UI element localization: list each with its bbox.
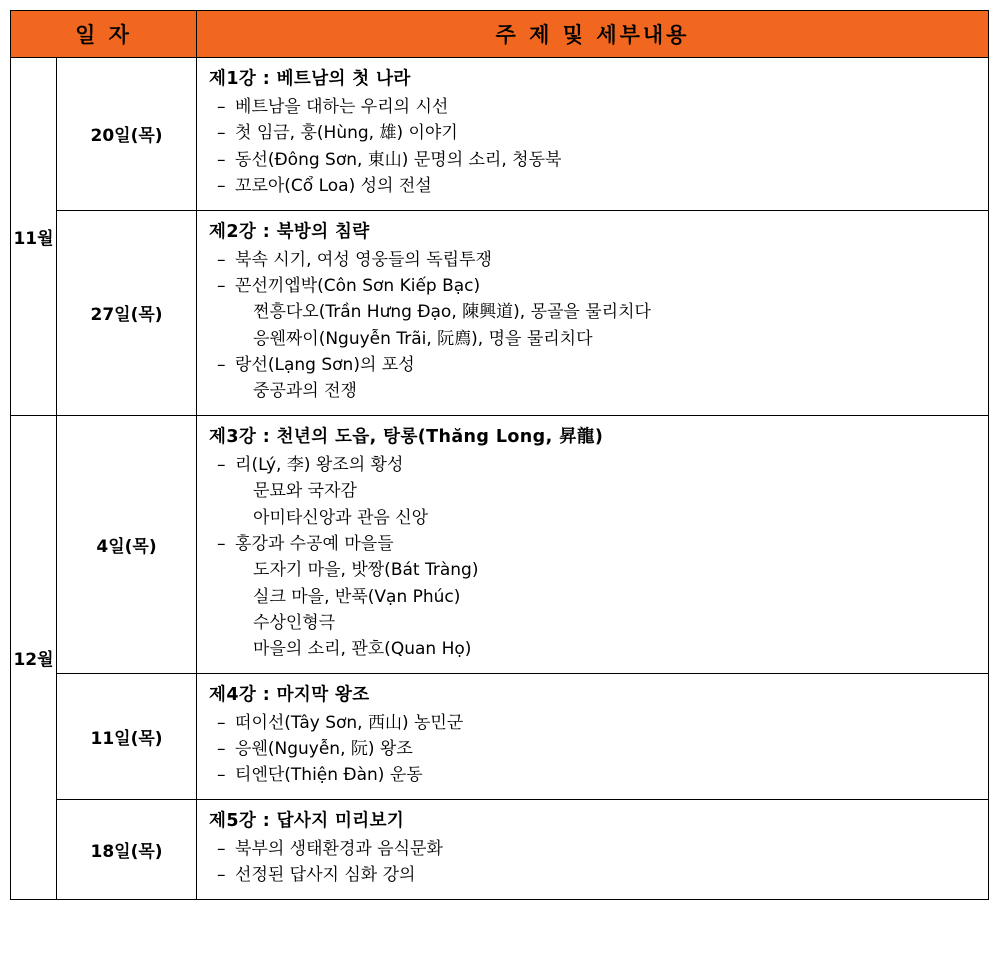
- lecture-content-cell: [197, 58, 989, 211]
- lecture-detail-item: – 랑선(Lạng Sơn)의 포성: [209, 352, 978, 378]
- month-cell: 12월: [11, 415, 57, 899]
- lecture-detail-item: 마을의 소리, 꽌호(Quan Họ): [253, 639, 472, 660]
- table-row: [11, 415, 989, 673]
- lecture-title: 제5강 : 답사지 미리보기: [209, 810, 405, 831]
- table-row: [11, 799, 989, 899]
- lecture-detail-list: [209, 452, 978, 663]
- lecture-detail-item: – 북속 시기, 여성 영웅들의 독립투쟁: [209, 247, 978, 273]
- lecture-content-cell: [197, 799, 989, 899]
- date-cell: 27일(목): [57, 210, 197, 415]
- lecture-detail-list: [209, 94, 978, 199]
- lecture-detail-item: – 선정된 답사지 심화 강의: [209, 862, 978, 888]
- lecture-content-cell: [197, 673, 989, 799]
- header-date: 일 자: [11, 11, 197, 58]
- header-topic: 주 제 및 세부내용: [197, 11, 989, 58]
- lecture-detail-list: [209, 836, 978, 889]
- lecture-content-cell: [197, 210, 989, 415]
- lecture-detail-item: 중공과의 전쟁: [253, 381, 357, 402]
- date-cell: 11일(목): [57, 673, 197, 799]
- lecture-detail-item: – 북부의 생태환경과 음식문화: [209, 836, 978, 862]
- lecture-detail-item: – 홍강과 수공예 마을들: [209, 531, 978, 557]
- lecture-detail-item: – 응웬(Nguyễn, 阮) 왕조: [209, 736, 978, 762]
- table-row: [11, 58, 989, 211]
- lecture-detail-item: 아미타신앙과 관음 신앙: [253, 507, 429, 528]
- lecture-detail-list: [209, 710, 978, 789]
- date-cell: 18일(목): [57, 799, 197, 899]
- lecture-title: 제3강 : 천년의 도읍, 탕롱(Thăng Long, 昇龍): [209, 426, 604, 447]
- lecture-content-cell: [197, 415, 989, 673]
- lecture-detail-item: 문묘와 국자감: [253, 481, 357, 502]
- lecture-detail-item: – 베트남을 대하는 우리의 시선: [209, 94, 978, 120]
- lecture-title: 제1강 : 베트남의 첫 나라: [209, 69, 411, 89]
- lecture-detail-item: – 첫 임금, 훙(Hùng, 雄) 이야기: [209, 120, 978, 146]
- lecture-detail-item: – 티엔단(Thiện Đàn) 운동: [209, 762, 978, 788]
- lecture-detail-item: – 떠이선(Tây Sơn, 西山) 농민군: [209, 710, 978, 736]
- lecture-title: 제4강 : 마지막 왕조: [209, 684, 370, 705]
- schedule-table: [10, 10, 989, 900]
- lecture-detail-list: [209, 247, 978, 405]
- lecture-detail-item: – 꼬로아(Cổ Loa) 성의 전설: [209, 173, 978, 199]
- lecture-detail-item: 수상인형극: [253, 612, 336, 633]
- lecture-title: 제2강 : 북방의 침략: [209, 221, 370, 242]
- date-cell: 20일(목): [57, 58, 197, 211]
- lecture-detail-item: 실크 마을, 반푹(Vạn Phúc): [253, 586, 461, 607]
- table-row: [11, 210, 989, 415]
- lecture-detail-item: – 동선(Đông Sơn, 東山) 문명의 소리, 청동북: [209, 147, 978, 173]
- lecture-detail-item: 도자기 마을, 밧짱(Bát Tràng): [253, 560, 479, 581]
- table-header-row: [11, 11, 989, 58]
- date-cell: 4일(목): [57, 415, 197, 673]
- lecture-detail-item: – 리(Lý, 李) 왕조의 황성: [209, 452, 978, 478]
- lecture-detail-item: – 꼰선끼엡박(Côn Sơn Kiếp Bạc): [209, 273, 978, 299]
- lecture-detail-item: 쩐흥다오(Trần Hưng Đạo, 陳興道), 몽골을 물리치다: [253, 302, 651, 323]
- table-row: [11, 673, 989, 799]
- month-cell: 11월: [11, 58, 57, 416]
- schedule-body: [11, 58, 989, 900]
- lecture-detail-item: 응웬짜이(Nguyễn Trãi, 阮廌), 명을 물리치다: [253, 328, 593, 349]
